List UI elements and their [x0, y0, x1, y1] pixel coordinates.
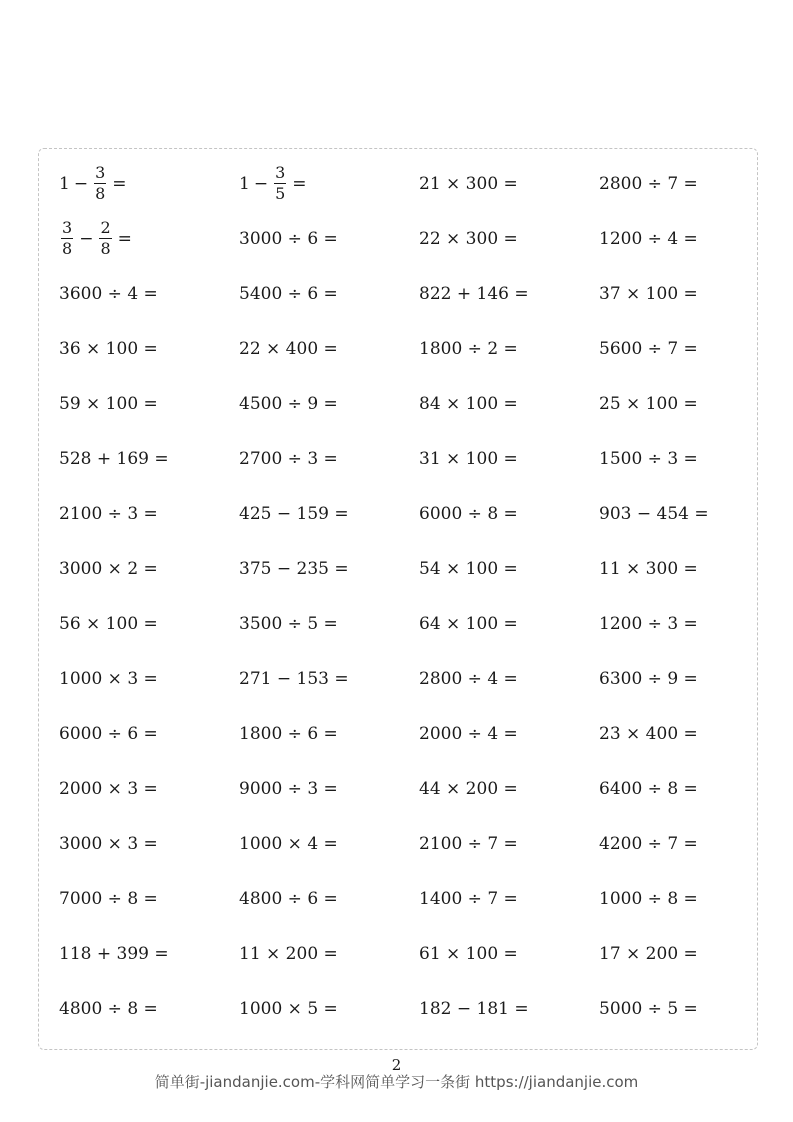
worksheet-frame	[38, 148, 758, 1050]
problem: 5000 ÷ 5 =	[599, 998, 698, 1019]
problem: 118 + 399 =	[59, 943, 169, 964]
problem: 1500 ÷ 3 =	[599, 448, 698, 469]
problem: 182 − 181 =	[419, 998, 529, 1019]
problem: 6000 ÷ 6 =	[59, 723, 158, 744]
numerator: 3	[275, 163, 286, 182]
problem: 6400 ÷ 8 =	[599, 778, 698, 799]
problem: 1000 × 4 =	[239, 833, 338, 854]
denominator: 5	[275, 184, 286, 203]
footer-text: 简单街-jiandanjie.com-学科网简单学习一条街 https://jiandanjie.com	[154, 1073, 639, 1091]
problem: 1000 ÷ 8 =	[599, 888, 698, 909]
problem: 3000 ÷ 6 =	[239, 228, 338, 249]
problem: 54 × 100 =	[419, 558, 518, 579]
problem: 25 × 100 =	[599, 393, 698, 414]
problem: 822 + 146 =	[419, 283, 529, 304]
problem: 5400 ÷ 6 =	[239, 283, 338, 304]
problem: 3500 ÷ 5 =	[239, 613, 338, 634]
problem: 11 × 300 =	[599, 558, 698, 579]
problem: 4800 ÷ 6 =	[239, 888, 338, 909]
problem: 1400 ÷ 7 =	[419, 888, 518, 909]
problem: 2000 × 3 =	[59, 778, 158, 799]
problem-fraction-2	[239, 156, 419, 211]
problem: 31 × 100 =	[419, 448, 518, 469]
fraction	[94, 165, 106, 202]
problem: 2100 ÷ 3 =	[59, 503, 158, 524]
problem: 11 × 200 =	[239, 943, 338, 964]
fraction-whole: 1	[239, 173, 250, 194]
problem: 2100 ÷ 7 =	[419, 833, 518, 854]
numerator: 2	[100, 218, 111, 237]
fraction	[99, 220, 111, 257]
problem: 9000 ÷ 3 =	[239, 778, 338, 799]
problem: 1800 ÷ 2 =	[419, 338, 518, 359]
problem: 3000 × 3 =	[59, 833, 158, 854]
problem: 23 × 400 =	[599, 723, 698, 744]
problem: 22 × 400 =	[239, 338, 338, 359]
problem: 6300 ÷ 9 =	[599, 668, 698, 689]
problem: 22 × 300 =	[419, 228, 518, 249]
problem: 4200 ÷ 7 =	[599, 833, 698, 854]
page-number: 2	[391, 1056, 402, 1074]
equals-sign: =	[117, 228, 132, 249]
problem: 2000 ÷ 4 =	[419, 723, 518, 744]
numerator: 3	[62, 218, 73, 237]
equals-sign: =	[112, 173, 127, 194]
operator: −	[73, 173, 89, 194]
problem: 2800 ÷ 4 =	[419, 668, 518, 689]
problem: 4500 ÷ 9 =	[239, 393, 338, 414]
fraction-whole: 1	[59, 173, 70, 194]
problem: 903 − 454 =	[599, 503, 709, 524]
problem: 84 × 100 =	[419, 393, 518, 414]
denominator: 8	[95, 184, 106, 203]
problem: 528 + 169 =	[59, 448, 169, 469]
problem: 21 × 300 =	[419, 173, 518, 194]
problem: 7000 ÷ 8 =	[59, 888, 158, 909]
fraction	[61, 220, 73, 257]
denominator: 8	[62, 239, 73, 258]
problem: 56 × 100 =	[59, 613, 158, 634]
problem-grid	[59, 156, 759, 1036]
problem-fraction-3	[59, 211, 239, 266]
problem: 64 × 100 =	[419, 613, 518, 634]
problem: 1200 ÷ 3 =	[599, 613, 698, 634]
problem: 1000 × 3 =	[59, 668, 158, 689]
problem: 2700 ÷ 3 =	[239, 448, 338, 469]
problem: 61 × 100 =	[419, 943, 518, 964]
problem: 375 − 235 =	[239, 558, 349, 579]
problem: 36 × 100 =	[59, 338, 158, 359]
problem: 5600 ÷ 7 =	[599, 338, 698, 359]
denominator: 8	[100, 239, 111, 258]
problem: 44 × 200 =	[419, 778, 518, 799]
problem: 37 × 100 =	[599, 283, 698, 304]
problem: 271 − 153 =	[239, 668, 349, 689]
operator: −	[253, 173, 269, 194]
problem: 1000 × 5 =	[239, 998, 338, 1019]
problem: 2800 ÷ 7 =	[599, 173, 698, 194]
problem: 4800 ÷ 8 =	[59, 998, 158, 1019]
operator: −	[79, 228, 94, 249]
problem: 1800 ÷ 6 =	[239, 723, 338, 744]
problem: 3000 × 2 =	[59, 558, 158, 579]
problem: 3600 ÷ 4 =	[59, 283, 158, 304]
problem: 6000 ÷ 8 =	[419, 503, 518, 524]
problem: 17 × 200 =	[599, 943, 698, 964]
problem: 1200 ÷ 4 =	[599, 228, 698, 249]
problem-fraction-1	[59, 156, 239, 211]
numerator: 3	[95, 163, 106, 182]
equals-sign: =	[292, 173, 307, 194]
problem: 425 − 159 =	[239, 503, 349, 524]
problem: 59 × 100 =	[59, 393, 158, 414]
fraction	[274, 165, 286, 202]
